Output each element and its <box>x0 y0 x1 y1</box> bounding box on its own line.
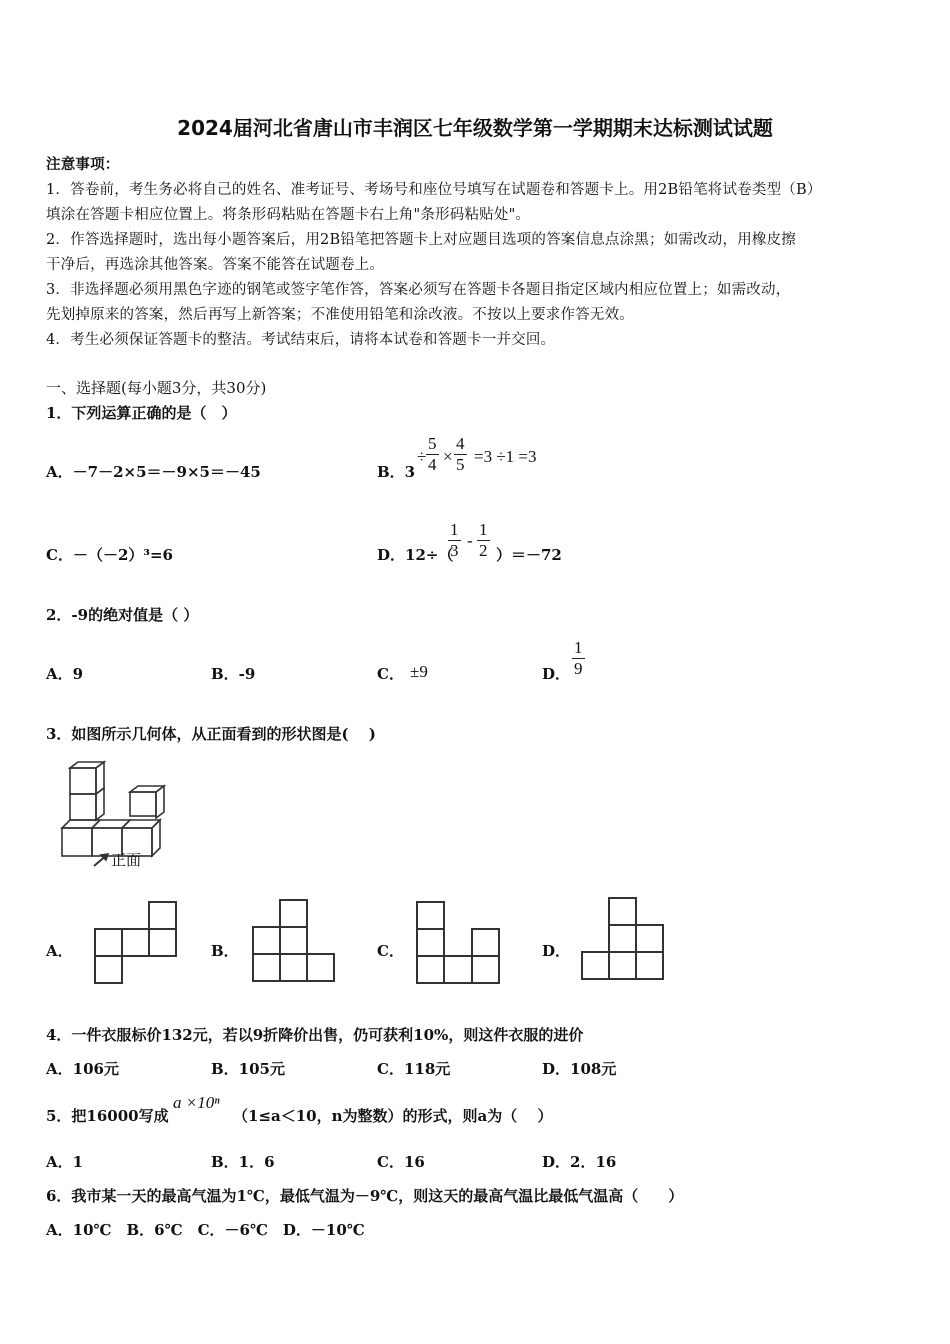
q2-option-d-fraction <box>572 638 585 679</box>
q1-option-b-times: × <box>443 447 453 466</box>
q3-option-d-grid <box>581 897 667 983</box>
fraction-numerator: 1 <box>574 638 583 657</box>
q1-option-b-fraction-2 <box>454 434 467 475</box>
notice-line: 2．作答选择题时，选出每小题答案后，用2B铅笔把答题卡上对应题目选项的答案信息点涂黑；如需改动，用橡皮擦 <box>46 232 797 248</box>
q1-option-d-fraction-1 <box>448 520 461 561</box>
section-heading: 一、选择题(每小题3分，共30分) <box>46 379 267 397</box>
fraction-denominator: 2 <box>479 541 488 560</box>
q2-option-c-label: C． <box>377 665 404 683</box>
fraction-numerator: 4 <box>456 434 465 453</box>
q1-option-d-minus: - <box>467 531 473 550</box>
q3-option-c-label: C． <box>377 942 404 960</box>
q5-option-c: C．16 <box>377 1153 425 1171</box>
question-6-stem: 6．我市某一天的最高气温为1℃，最低气温为－9℃，则这天的最高气温比最低气温高（ ） <box>46 1187 684 1205</box>
q3-option-a-grid <box>94 901 180 985</box>
notice-heading: 注意事项： <box>46 156 120 173</box>
q4-option-c: C．118元 <box>377 1060 451 1078</box>
question-2-stem: 2．-9的绝对值是（ ） <box>46 606 199 624</box>
notice-line: 先划掉原来的答案，然后再写上新答案；不准使用铅笔和涂改液。不按以上要求作答无效。 <box>46 307 634 323</box>
q1-option-b-result: =3 ÷1 =3 <box>474 447 537 466</box>
fraction-denominator: 9 <box>574 659 583 678</box>
question-3-stem: 3．如图所示几何体，从正面看到的形状图是( ) <box>46 725 376 743</box>
q4-option-d: D．108元 <box>542 1060 617 1078</box>
q6-options: A．10℃ B．6℃ C．－6℃ D．－10℃ <box>46 1221 365 1239</box>
fraction-numerator: 1 <box>450 520 459 539</box>
question-5-stem-suffix: （1≤a＜10，n为整数）的形式，则a为（ ） <box>233 1107 553 1125</box>
q1-option-a: A．－7－2×5＝－9×5＝－45 <box>46 463 261 481</box>
q1-option-b-prefix: B．3 <box>377 463 416 481</box>
q4-option-a: A．106元 <box>46 1060 119 1078</box>
q2-option-d-label: D． <box>542 665 571 683</box>
q4-option-b: B．105元 <box>211 1060 285 1078</box>
question-4-stem: 4．一件衣服标价132元，若以9折降价出售，仍可获利10%，则这件衣服的进价 <box>46 1026 584 1044</box>
q1-option-c: C．－（－2）³=6 <box>46 546 173 564</box>
front-view-label: 正面 <box>111 851 142 869</box>
question-1-stem: 1．下列运算正确的是（ ） <box>46 404 237 422</box>
q5-option-b: B．1．6 <box>211 1153 275 1171</box>
q1-option-d-prefix: D．12÷（ <box>377 546 454 564</box>
q3-option-c-grid <box>416 901 502 987</box>
notice-line: 填涂在答题卡相应位置上。将条形码粘贴在答题卡右上角"条形码粘贴处"。 <box>46 207 531 223</box>
q5-option-d: D．2．16 <box>542 1153 617 1171</box>
q3-option-d-label: D． <box>542 942 571 960</box>
notice-line: 1．答卷前，考生务必将自己的姓名、准考证号、考场号和座位号填写在试题卷和答题卡上。用2B铅笔将试卷类型（B） <box>46 182 822 198</box>
q1-option-b-fraction-1 <box>426 434 439 475</box>
notice-line: 干净后，再选涂其他答案。答案不能答在试题卷上。 <box>46 257 385 273</box>
notice-line: 3．非选择题必须用黑色字迹的钢笔或签字笔作答，答案必须写在答题卡各题目指定区域内相应位置上；如需改动， <box>46 282 791 298</box>
fraction-numerator: 1 <box>479 520 488 539</box>
q2-option-c-value: ±9 <box>410 662 428 681</box>
q1-option-b-divide: ÷ <box>417 447 427 466</box>
q1-option-d-suffix: ）＝－72 <box>496 546 562 564</box>
q3-option-a-label: A． <box>46 942 73 960</box>
q3-option-b-label: B． <box>211 942 239 960</box>
q2-option-a: A．9 <box>46 665 84 683</box>
page-title: 2024届河北省唐山市丰润区七年级数学第一学期期末达标测试试题 <box>177 116 773 140</box>
fraction-denominator: 3 <box>450 541 459 560</box>
fraction-denominator: 5 <box>456 455 465 474</box>
notice-line: 4．考生必须保证答题卡的整洁。考试结束后，请将本试卷和答题卡一并交回。 <box>46 332 556 348</box>
q2-option-b: B．-9 <box>211 665 256 683</box>
question-5-stem-prefix: 5．把16000写成 <box>46 1107 169 1125</box>
q1-option-d-fraction-2 <box>477 520 490 561</box>
q5-option-a: A．1 <box>46 1153 84 1171</box>
fraction-denominator: 4 <box>428 455 437 474</box>
q3-option-b-grid <box>252 899 338 985</box>
q5-scientific-notation: a ×10ⁿ <box>173 1093 220 1112</box>
fraction-numerator: 5 <box>428 434 437 453</box>
